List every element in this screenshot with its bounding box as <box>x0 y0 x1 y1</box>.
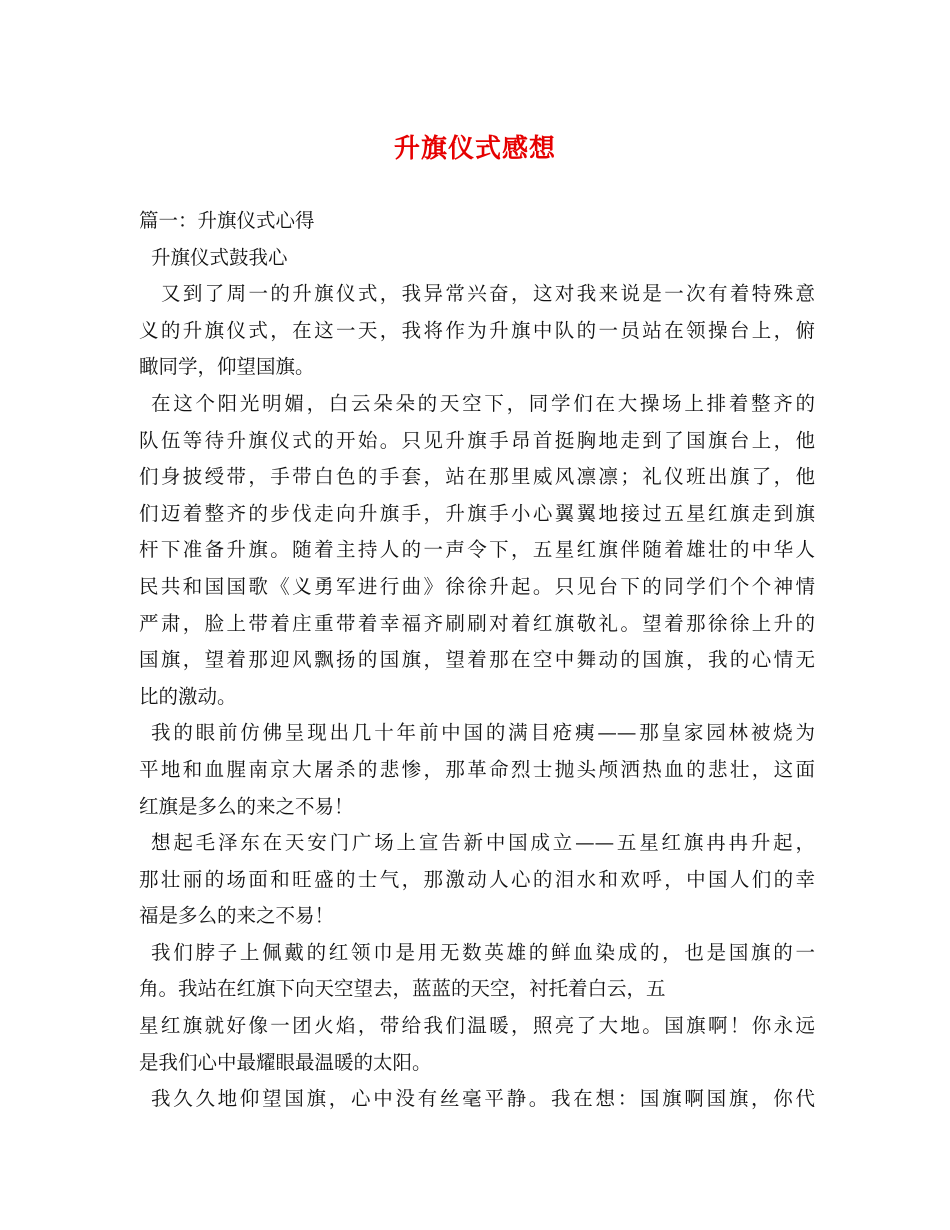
page-title: 升旗仪式感想 <box>393 134 556 164</box>
text-line: 那壮丽的场面和旺盛的士气，那激动人心的泪水和欢呼，中国人们的幸 <box>139 867 815 891</box>
text-line: 想起毛泽东在天安门广场上宣告新中国成立——五星红旗冉冉升起， <box>151 831 815 855</box>
text-line: 是我们心中最耀眼最温暖的太阳。 <box>139 1050 432 1074</box>
text-line: 又到了周一的升旗仪式，我异常兴奋，这对我来说是一次有着特殊意 <box>161 282 815 306</box>
text-line: 我们脖子上佩戴的红领巾是用无数英雄的鲜血染成的，也是国旗的一 <box>151 940 815 964</box>
text-line: 比的激动。 <box>139 684 237 708</box>
text-line: 我久久地仰望国旗，心中没有丝毫平静。我在想：国旗啊国旗，你代 <box>151 1087 815 1111</box>
text-line: 严肃，脸上带着庄重带着幸福齐刷刷对着红旗敬礼。望着那徐徐上升的 <box>139 611 815 635</box>
text-line: 义的升旗仪式，在这一天，我将作为升旗中队的一员站在领操台上，俯 <box>139 318 815 342</box>
text-line: 我的眼前仿佛呈现出几十年前中国的满目疮痍——那皇家园林被烧为 <box>151 721 815 745</box>
text-line: 们身披绶带，手带白色的手套，站在那里威风凛凛；礼仪班出旗了，他 <box>139 465 815 489</box>
text-line: 民共和国国歌《义勇军进行曲》徐徐升起。只见台下的同学们个个神情 <box>139 574 815 598</box>
text-line: 队伍等待升旗仪式的开始。只见升旗手昂首挺胸地走到了国旗台上，他 <box>139 428 815 452</box>
text-line: 平地和血腥南京大屠杀的悲惨，那革命烈士抛头颅洒热血的悲壮，这面 <box>139 757 815 781</box>
text-line: 们迈着整齐的步伐走向升旗手，升旗手小心翼翼地接过五星红旗走到旗 <box>139 501 815 525</box>
text-line: 篇一：升旗仪式心得 <box>139 209 315 232</box>
text-line: 升旗仪式鼓我心 <box>151 245 288 269</box>
text-line: 在这个阳光明媚，白云朵朵的天空下，同学们在大操场上排着整齐的 <box>151 391 815 415</box>
text-line: 杆下准备升旗。随着主持人的一声令下，五星红旗伴随着雄壮的中华人 <box>139 538 815 562</box>
text-line: 国旗，望着那迎风飘扬的国旗，望着那在空中舞动的国旗，我的心情无 <box>139 648 815 672</box>
text-line: 瞰同学，仰望国旗。 <box>139 355 315 379</box>
text-line: 星红旗就好像一团火焰，带给我们温暖，照亮了大地。国旗啊！你永远 <box>139 1014 815 1038</box>
text-line: 角。我站在红旗下向天空望去，蓝蓝的天空，衬托着白云，五 <box>139 977 666 1001</box>
document-body <box>139 203 815 1118</box>
text-line: 福是多么的来之不易！ <box>139 904 335 928</box>
text-line: 红旗是多么的来之不易！ <box>139 794 354 818</box>
